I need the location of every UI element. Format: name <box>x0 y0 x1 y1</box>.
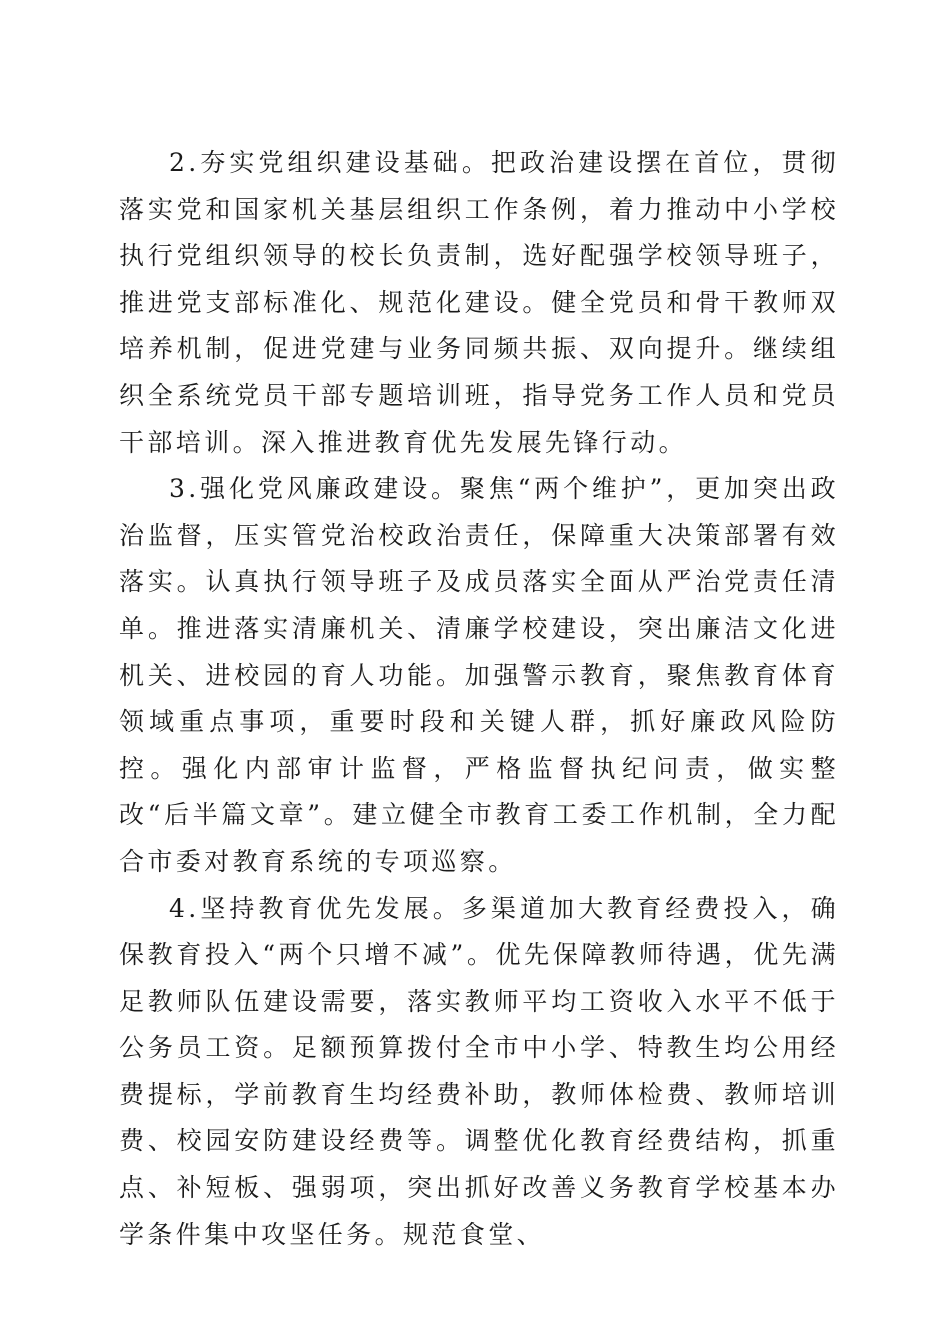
paragraph-integrity-building: 3.强化党风廉政建设。聚焦“两个维护”，更加突出政治监督，压实管党治校政治责任，保障重大决策部署有效落实。认真执行领导班子及成员落实全面从严治党责任清单。推进落实清廉机关、清廉学校建设，突出廉洁文化进机关、进校园的育人功能。加强警示教育，聚焦教育体育领域重点事项，重要时段和关键人群，抓好廉政风险防控。强化内部审计监督，严格监督执纪问责，做实整改“后半篇文章”。建立健全市教育工委工作机制，全力配合市委对教育系统的专项巡察。 <box>119 474 839 876</box>
paragraph-education-priority: 4.坚持教育优先发展。多渠道加大教育经费投入，确保教育投入“两个只增不减”。优先保障教师待遇，优先满足教师队伍建设需要，落实教师平均工资收入水平不低于公务员工资。足额预算拨付全市中小学、特教生均公用经费提标，学前教育生均经费补助，教师体检费、教师培训费、校园安防建设经费等。调整优化教育经费结构，抓重点、补短板、强弱项，突出抓好改善义务教育学校基本办学条件集中攻坚任务。规范食堂、 <box>119 893 839 1249</box>
document-body <box>119 140 839 1258</box>
paragraph-party-organization: 2.夯实党组织建设基础。把政治建设摆在首位，贯彻落实党和国家机关基层组织工作条例，着力推动中小学校执行党组织领导的校长负责制，选好配强学校领导班子，推进党支部标准化、规范化建设。健全党员和骨干教师双培养机制，促进党建与业务同频共振、双向提升。继续组织全系统党员干部专题培训班，指导党务工作人员和党员干部培训。深入推进教育优先发展先锋行动。 <box>119 148 839 457</box>
